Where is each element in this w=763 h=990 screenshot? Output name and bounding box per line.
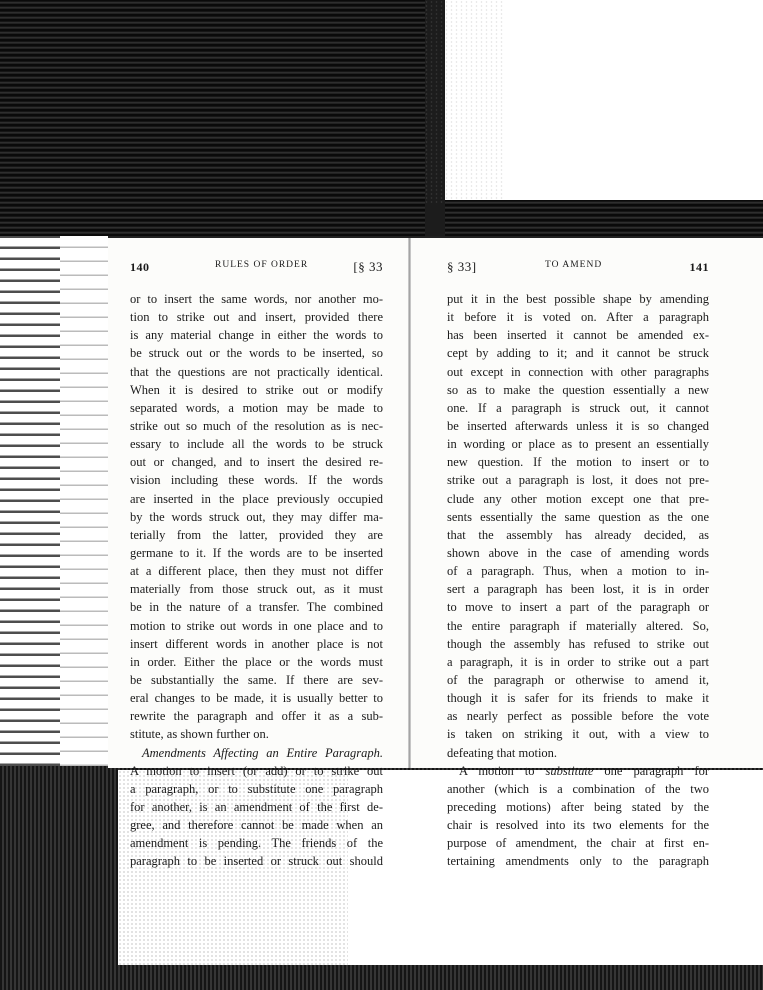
paragraph [130, 762, 383, 871]
scan-left-edge-marks-light [60, 236, 110, 766]
text-line: be in the nature of a transfer. The combined [130, 600, 383, 615]
text-line: separated words, a motion may be made to [130, 400, 383, 415]
text-line: or to insert the same words, nor another mo- [130, 292, 383, 306]
text-line: motion to strike out words in one place and to [130, 618, 383, 633]
text-line: for another, is an amendment of the first de- [130, 799, 383, 814]
text-line: are inserted in the place previously occupied [130, 491, 383, 506]
text-line: at a different place, then they must not differ [130, 564, 383, 579]
running-title: TO AMEND [545, 260, 603, 270]
page-number: 140 [130, 260, 150, 274]
paragraph-heading [130, 744, 383, 762]
text-line: out except in connection with other paragraphs [447, 364, 709, 379]
text-line: chair is resolved into its two elements for the [447, 818, 709, 833]
text-line: tertaining amendments only to the paragraph [447, 854, 709, 869]
text-line: is taken on striking it out, with a view to [447, 727, 709, 742]
text-line: defeating that motion. [447, 745, 558, 760]
text-line: though the assembly has refused to strike out [447, 636, 709, 651]
left-page-header [130, 260, 383, 276]
paragraph [130, 290, 383, 744]
text-line: out or changed, and to insert the desired re- [130, 455, 383, 470]
text-run: A motion to [459, 763, 546, 778]
paragraph-first-line [447, 762, 709, 780]
text-line: materially from those struck out, as it must [130, 582, 383, 597]
text-line: of the paragraph or otherwise to amend it, [447, 672, 709, 687]
scan-white-area-top-right [505, 0, 763, 200]
text-line: strike out so much of the resolution as is nec- [130, 418, 383, 433]
text-line: a paragraph, or to substitute one paragraph [130, 781, 383, 796]
text-line: in wording or place as to present an essentially [447, 437, 709, 452]
text-line: tion to strike out and insert, provided there [130, 310, 383, 325]
text-line: gree, and therefore cannot be made when an [130, 818, 383, 833]
italic-word: substitute [545, 763, 594, 778]
page-number: 141 [689, 260, 709, 274]
section-mark: § 33] [447, 259, 477, 274]
paragraph [447, 780, 709, 871]
paragraph [447, 290, 709, 762]
right-page-header [447, 260, 709, 276]
book-spread [108, 236, 763, 869]
scan-left-edge-marks [0, 236, 60, 766]
text-line: sert a paragraph has been lost, it is in order [447, 582, 709, 597]
text-line: that the assembly has already decided, as [447, 527, 709, 542]
text-line: eral changes to be made, it is usually better to [130, 691, 383, 706]
left-page-body [130, 290, 383, 871]
text-line: of a paragraph. Thus, when a motion to in- [447, 564, 709, 579]
text-line: preceding motions) after being stated by the [447, 799, 709, 814]
text-line: stitute, as shown further on. [130, 727, 269, 742]
text-line: has been inserted it cannot be amended ex- [447, 328, 709, 343]
text-line: When it is desired to strike out or modify [130, 382, 383, 397]
text-line: be struck out or the words to be inserted, so [130, 346, 383, 361]
text-line: insert different words in another place is not [130, 636, 383, 651]
right-page [410, 238, 763, 869]
scan-dark-area-top [0, 0, 425, 236]
text-line: be inserted afterwards unless it is so changed [447, 418, 709, 433]
text-line: in order. Either the place or the words must [130, 654, 383, 669]
text-line: clude any other motion except one that pre- [447, 491, 709, 506]
text-line: put it in the best possible shape by amending [447, 292, 709, 306]
text-line: is any material change in either the words to [130, 328, 383, 343]
text-line: vision including these words. If the words [130, 473, 383, 488]
text-line: so as to make the question essentially a new [447, 382, 709, 397]
text-line: cept by adding to it; and it cannot be struck [447, 346, 709, 361]
text-line: it before it is voted on. After a paragraph [447, 310, 709, 325]
text-line: germane to it. If the words are to be inserted [130, 545, 383, 560]
text-line: new question. If the motion to insert or to [447, 455, 709, 470]
text-line: though it is safer for its friends to make it [447, 691, 709, 706]
text-line: essary to include all the words to be struck [130, 437, 383, 452]
text-line: be substantially the same. If there are sev- [130, 672, 383, 687]
text-run: one paragraph for [593, 763, 709, 778]
text-line: a paragraph, it is in order to strike out a part [447, 654, 709, 669]
right-page-body [447, 290, 709, 871]
text-line: amendment is pending. The friends of the [130, 836, 383, 851]
text-line: one. If a paragraph is struck out, it cannot [447, 400, 709, 415]
text-line: purpose of amendment, the chair at first en- [447, 836, 709, 851]
text-line: strike out a paragraph is lost, it does not pre- [447, 473, 709, 488]
text-line: paragraph to be inserted or struck out should [130, 854, 383, 869]
text-line: that the questions are not practically identical. [130, 364, 383, 379]
text-line: sents essentially the same question as the one [447, 509, 709, 524]
text-line: as nearly perfect as possible before the vote [447, 709, 709, 724]
scan-dark-band [445, 200, 763, 236]
text-line: terially from the latter, provided they are [130, 527, 383, 542]
text-line: the entire paragraph if materially altered. So, [447, 618, 709, 633]
text-line: A motion to insert (or add) or to strike out [130, 763, 383, 778]
left-page [108, 238, 410, 869]
italic-heading: Amendments Affecting an Entire Paragraph. [142, 745, 383, 760]
text-line: another (which is a combination of the two [447, 781, 709, 796]
text-line: by the words struck out, they may differ ma- [130, 509, 383, 524]
section-mark: [§ 33 [353, 259, 383, 274]
text-line: shown above in the case of amending words [447, 545, 709, 560]
running-title: RULES OF ORDER [215, 260, 309, 270]
text-line: to move to insert a part of the paragraph or [447, 600, 709, 615]
text-line: rewrite the paragraph and offer it as a sub- [130, 709, 383, 724]
